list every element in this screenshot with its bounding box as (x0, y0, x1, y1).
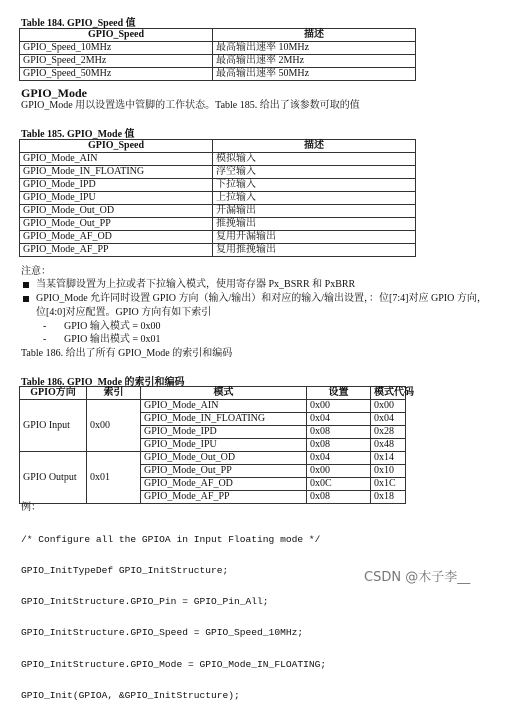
mode-name-cell: GPIO_Mode_Out_OD (20, 205, 213, 218)
code-line: GPIO_InitStructure.GPIO_Pin = GPIO_Pin_All; (21, 596, 269, 608)
table-row (20, 205, 416, 218)
mode-cell: GPIO_Mode_IPD (141, 426, 307, 439)
input-mode-index: GPIO 输入模式 = 0x00 (64, 321, 161, 332)
mode-cell: GPIO_Mode_AF_PP (141, 491, 307, 504)
code-line: GPIO_InitStructure.GPIO_Speed = GPIO_Speed_10MHz; (21, 627, 304, 639)
mode-name-cell: GPIO_Mode_AIN (20, 153, 213, 166)
section-heading: GPIO_Mode (21, 86, 87, 100)
header-mode-code: 模式代码 (371, 387, 406, 400)
mode-cell: GPIO_Mode_Out_OD (141, 452, 307, 465)
header-setting: 设置 (307, 387, 371, 400)
code-line: GPIO_InitStructure.GPIO_Mode = GPIO_Mode_IN_FLOATING; (21, 658, 327, 670)
setting-cell: 0x08 (307, 426, 371, 439)
gpio-mode-table (19, 139, 416, 257)
mode-desc-cell: 复用开漏输出 (213, 231, 416, 244)
note-bullet-2-line-1: GPIO_Mode 允许同时设置 GPIO 方向（输入/输出）和对应的输入/输出设置，：位[7:4]对应 GPIO 方向， (36, 293, 487, 304)
table-row (20, 153, 416, 166)
table-row (20, 42, 416, 55)
mode-name-cell: GPIO_Mode_IPU (20, 192, 213, 205)
note-bullet-2-line-2: 位[4:0]对应配置。GPIO 方向有如下索引 (36, 307, 212, 318)
setting-cell: 0x04 (307, 452, 371, 465)
speed-desc-cell: 最高输出速率 50MHz (213, 68, 416, 81)
bullet-icon (23, 282, 29, 288)
table-186-caption: Table 186. GPIO_Mode 的索引和编码 (21, 377, 185, 388)
mode-desc-cell: 推挽输出 (213, 218, 416, 231)
example-code-block (21, 514, 326, 712)
code-line: GPIO_InitTypeDef GPIO_InitStructure; (21, 565, 229, 577)
mode-cell: GPIO_Mode_Out_PP (141, 465, 307, 478)
setting-cell: 0x04 (307, 413, 371, 426)
table-header-row (20, 387, 406, 400)
header-gpio-speed: GPIO_Speed (20, 140, 213, 153)
table-row (20, 192, 416, 205)
code-line: /* Configure all the GPIOA in Input Floating mode */ (21, 533, 321, 545)
mode-desc-cell: 开漏输出 (213, 205, 416, 218)
header-description: 描述 (213, 140, 416, 153)
mode-cell: GPIO_Mode_IN_FLOATING (141, 413, 307, 426)
setting-cell: 0x08 (307, 491, 371, 504)
code-cell: 0x04 (371, 413, 406, 426)
speed-desc-cell: 最高输出速率 2MHz (213, 55, 416, 68)
mode-desc-cell: 复用推挽输出 (213, 244, 416, 257)
table-row (20, 179, 416, 192)
mode-cell: GPIO_Mode_AF_OD (141, 478, 307, 491)
mode-name-cell: GPIO_Mode_IPD (20, 179, 213, 192)
section-intro: GPIO_Mode 用以设置选中管脚的工作状态。Table 185. 给出了该参数可取的值 (21, 100, 360, 111)
table-row (20, 244, 416, 257)
header-mode: 模式 (141, 387, 307, 400)
code-cell: 0x1C (371, 478, 406, 491)
bullet-icon (23, 296, 29, 302)
table-row (20, 231, 416, 244)
mode-name-cell: GPIO_Mode_AF_PP (20, 244, 213, 257)
mode-name-cell: GPIO_Mode_IN_FLOATING (20, 166, 213, 179)
table-186-intro: Table 186. 给出了所有 GPIO_Mode 的索引和编码 (21, 348, 233, 359)
gpio-mode-code-table (19, 386, 414, 504)
code-line: GPIO_Init(GPIOA, &GPIO_InitStructure); (21, 689, 240, 701)
code-cell: 0x28 (371, 426, 406, 439)
table-185-caption: Table 185. GPIO_Mode 值 (21, 129, 135, 140)
header-gpio-speed: GPIO_Speed (20, 29, 213, 42)
output-mode-index: GPIO 输出模式 = 0x01 (64, 334, 161, 345)
header-description: 描述 (213, 29, 416, 42)
speed-desc-cell: 最高输出速率 10MHz (213, 42, 416, 55)
header-direction: GPIO方向 (20, 387, 87, 400)
setting-cell: 0x08 (307, 439, 371, 452)
speed-name-cell: GPIO_Speed_2MHz (20, 55, 213, 68)
mode-desc-cell: 浮空输入 (213, 166, 416, 179)
speed-name-cell: GPIO_Speed_50MHz (20, 68, 213, 81)
code-cell: 0x14 (371, 452, 406, 465)
index-cell: 0x00 (87, 400, 141, 452)
mode-desc-cell: 下拉输入 (213, 179, 416, 192)
table-184-caption: Table 184. GPIO_Speed 值 (21, 18, 136, 29)
table-row (20, 68, 416, 81)
watermark: CSDN @木子李__ (364, 570, 471, 585)
gpio-speed-table (19, 28, 416, 81)
table-row (20, 55, 416, 68)
table-row (20, 400, 406, 413)
code-cell: 0x10 (371, 465, 406, 478)
mode-name-cell: GPIO_Mode_Out_PP (20, 218, 213, 231)
index-cell: 0x01 (87, 452, 141, 504)
speed-name-cell: GPIO_Speed_10MHz (20, 42, 213, 55)
mode-desc-cell: 上拉输入 (213, 192, 416, 205)
setting-cell: 0x00 (307, 400, 371, 413)
example-label: 例： (21, 502, 41, 513)
table-row (20, 452, 406, 465)
setting-cell: 0x0C (307, 478, 371, 491)
table-header-row (20, 29, 416, 42)
dash-marker: - (43, 321, 47, 332)
table-row (20, 218, 416, 231)
mode-desc-cell: 模拟输入 (213, 153, 416, 166)
dash-marker: - (43, 334, 47, 345)
direction-cell: GPIO Input (20, 400, 87, 452)
mode-cell: GPIO_Mode_IPU (141, 439, 307, 452)
code-cell: 0x00 (371, 400, 406, 413)
setting-cell: 0x00 (307, 465, 371, 478)
code-cell: 0x18 (371, 491, 406, 504)
note-bullet-1: 当某管脚设置为上拉或者下拉输入模式，使用寄存器 Px_BSRR 和 PxBRR (36, 279, 356, 290)
direction-cell: GPIO Output (20, 452, 87, 504)
notes-label: 注意： (21, 266, 51, 277)
table-row (20, 166, 416, 179)
mode-cell: GPIO_Mode_AIN (141, 400, 307, 413)
mode-name-cell: GPIO_Mode_AF_OD (20, 231, 213, 244)
table-header-row (20, 140, 416, 153)
code-cell: 0x48 (371, 439, 406, 452)
header-index: 索引 (87, 387, 141, 400)
